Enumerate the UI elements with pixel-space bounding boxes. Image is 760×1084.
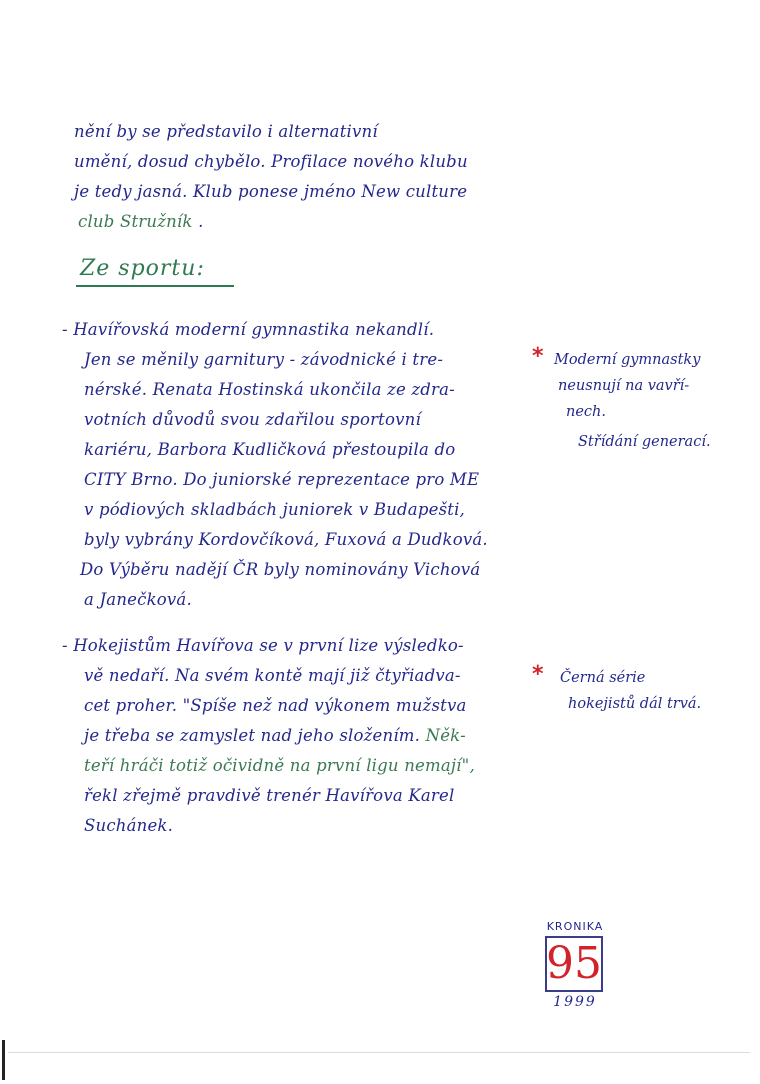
stamp-year: 1999	[553, 994, 597, 1010]
gymnastics-line-10: a Janečková.	[84, 590, 192, 609]
scan-edge-mark	[2, 1040, 5, 1080]
gymnastics-line-8: byly vybrány Kordovčíková, Fuxová a Dudková.	[84, 530, 488, 549]
hockey-line-7: Suchánek.	[84, 816, 174, 835]
gymnastics-line-1: - Havířovská moderní gymnastika nekandlí.	[62, 320, 435, 339]
asterisk-icon: *	[532, 662, 544, 687]
hockey-line-6: řekl zřejmě pravdivě trenér Havířova Karel	[84, 786, 455, 805]
intro-line-4	[78, 212, 204, 231]
hockey-line-5: teří hráči totiž očividně na první ligu nemají",	[84, 756, 475, 775]
hockey-line-4	[84, 726, 466, 745]
hockey-line-3: cet proher. "Spíše než nad výkonem mužstva	[84, 696, 467, 715]
gymnastics-note-line-3: nech.	[566, 404, 606, 420]
gymnastics-line-9: Do Výběru nadějí ČR byly nominovány Vichová	[80, 560, 481, 579]
gymnastics-note-line-2: neusnují na vavří-	[558, 378, 690, 394]
intro-line-3: je tedy jasná. Klub ponese jméno New culture	[74, 182, 468, 201]
asterisk-icon: *	[532, 344, 544, 369]
hockey-line-2: vě nedaří. Na svém kontě mají již čtyřiadva-	[84, 666, 461, 685]
intro-line-2: umění, dosud chybělo. Profilace nového klubu	[74, 152, 468, 171]
hockey-line-1: - Hokejistům Havířova se v první lize výsledko-	[62, 636, 464, 655]
scan-edge-line	[8, 1052, 750, 1053]
hockey-quote-start: Něk-	[425, 726, 466, 745]
hockey-note-line-2: hokejistů dál trvá.	[568, 696, 702, 712]
gymnastics-line-5: kariéru, Barbora Kudličková přestoupila do	[84, 440, 456, 459]
gymnastics-line-2: Jen se měnily garnitury - závodnické i tre-	[84, 350, 444, 369]
gymnastics-note-line-1: Moderní gymnastky	[554, 352, 701, 368]
gymnastics-note-line-4: Střídání generací.	[578, 434, 711, 450]
page-number: 95	[546, 938, 602, 989]
club-name: club Stružník	[78, 212, 193, 231]
gymnastics-line-7: v pódiových skladbách juniorek v Budapešti,	[84, 500, 465, 519]
hockey-note-line-1: Černá série	[560, 670, 646, 686]
intro-line-1: nění by se představilo i alternativní	[74, 122, 378, 141]
intro-line-4-end: .	[198, 212, 204, 231]
section-heading: Ze sportu:	[80, 256, 205, 281]
hockey-line-4-text: je třeba se zamyslet nad jeho složením.	[84, 726, 421, 745]
gymnastics-line-6: CITY Brno. Do juniorské reprezentace pro ME	[84, 470, 480, 489]
stamp-title: KRONIKA	[546, 920, 604, 933]
heading-underline	[76, 285, 234, 287]
chronicle-stamp	[540, 920, 610, 1010]
gymnastics-line-3: nérské. Renata Hostinská ukončila ze zdra-	[84, 380, 455, 399]
gymnastics-line-4: votních důvodů svou zdařilou sportovní	[84, 410, 421, 429]
